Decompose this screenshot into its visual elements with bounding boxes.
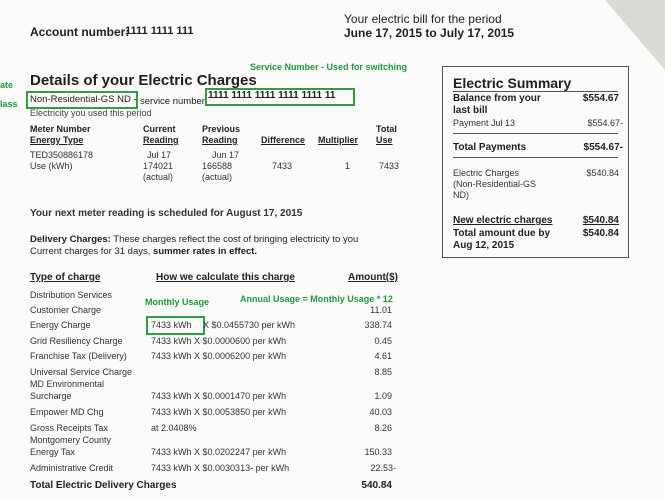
charge-type: Gross Receipts Tax bbox=[30, 423, 108, 433]
charge-amount: 4.61 bbox=[374, 351, 392, 361]
ec-label-3: ND) bbox=[453, 190, 469, 200]
charge-calc: 7433 kWh X $0.0202247 per kWh bbox=[151, 447, 287, 457]
charge-type: Customer Charge bbox=[30, 305, 102, 315]
electric-summary-box bbox=[442, 66, 629, 258]
account-number: 1111 1111 111 bbox=[125, 25, 194, 37]
charge-calc: at 2.0408% bbox=[151, 423, 197, 433]
summary-title-rule bbox=[453, 91, 618, 92]
summary-title: Electric Summary bbox=[453, 75, 572, 91]
meter-id: TED350886178 bbox=[30, 150, 94, 160]
multiplier-header: Multiplier bbox=[318, 135, 358, 145]
balance-label-1: Balance from your bbox=[453, 93, 541, 104]
bill-period: June 17, 2015 to July 17, 2015 bbox=[344, 26, 515, 40]
service-number: 1111 1111 1111 1111 1111 11 bbox=[208, 90, 336, 101]
service-number-label: service number bbox=[140, 96, 205, 107]
total-payments-amount: $554.67- bbox=[583, 142, 623, 153]
previous-note: (actual) bbox=[202, 172, 233, 182]
charge-type: Universal Service Charge bbox=[30, 367, 133, 377]
delivery-line-1 bbox=[30, 234, 358, 245]
usage-note: Electricity you used this period bbox=[30, 108, 152, 118]
new-charges-label: New electric charges bbox=[453, 215, 553, 226]
delivery-rates: summer rates in effect. bbox=[153, 246, 258, 257]
charge-calc: X $0.0455730 per kWh bbox=[203, 320, 296, 330]
ec-label-2: (Non-Residential-GS bbox=[453, 179, 537, 189]
payments-rule bbox=[453, 133, 618, 134]
delivery-text: These charges reflect the cost of bringing electricity to you bbox=[113, 234, 359, 245]
charge-type: Grid Resiliency Charge bbox=[30, 336, 123, 346]
total-due-label-2: Aug 12, 2015 bbox=[453, 240, 515, 251]
payment-label: Payment Jul 13 bbox=[453, 118, 516, 128]
service-number-annotation: Service Number - Used for switching bbox=[250, 62, 408, 72]
charge-type: Surcharge bbox=[30, 391, 72, 401]
amount-header: Amount($) bbox=[348, 272, 398, 283]
energy-type-header: Energy Type bbox=[30, 135, 84, 145]
total-payments-label: Total Payments bbox=[453, 142, 527, 153]
charge-amount: 11.01 bbox=[370, 305, 392, 315]
charge-type: Energy Tax bbox=[30, 447, 75, 457]
details-title: Details of your Electric Charges bbox=[30, 72, 257, 89]
rate-class: Non-Residential-GS ND - bbox=[30, 94, 137, 105]
ec-label-1: Electric Charges bbox=[453, 168, 520, 178]
balance-amount: $554.67 bbox=[582, 93, 619, 104]
total-use-value: 7433 bbox=[379, 161, 400, 171]
charge-amount: 338.74 bbox=[364, 320, 392, 330]
total-due-label-1: Total amount due by bbox=[453, 228, 551, 239]
charge-calc: 7433 kWh X $0.0000600 per kWh bbox=[151, 336, 287, 346]
previous-value: 166588 bbox=[202, 161, 233, 171]
charge-type: MD Environmental bbox=[30, 379, 105, 389]
charge-amount: 150.33 bbox=[364, 447, 392, 457]
total-delivery-label: Total Electric Delivery Charges bbox=[30, 480, 177, 491]
charge-amount: 22.53- bbox=[370, 463, 396, 473]
delivery-line-2 bbox=[30, 246, 257, 257]
monthly-usage-annotation: Monthly Usage bbox=[145, 297, 210, 307]
charge-amount: 8.85 bbox=[374, 367, 392, 377]
next-reading: Your next meter reading is scheduled for August 17, 2015 bbox=[30, 208, 303, 219]
charge-amount: 0.45 bbox=[374, 336, 392, 346]
meter-number-header: Meter Number bbox=[30, 124, 91, 134]
charge-amount: 40.03 bbox=[369, 407, 392, 417]
annual-usage-annotation: Annual Usage = Monthly Usage * 12 bbox=[240, 294, 393, 304]
total-delivery-amount: 540.84 bbox=[361, 480, 392, 491]
difference-header: Difference bbox=[261, 135, 306, 145]
previous-date: Jun 17 bbox=[212, 150, 240, 160]
current-value: 174021 bbox=[143, 161, 174, 171]
current-note: (actual) bbox=[143, 172, 174, 182]
total-header: Total bbox=[376, 124, 397, 134]
page-corner bbox=[605, 0, 665, 70]
charge-type: Empower MD Chg bbox=[30, 407, 104, 417]
previous-header: Previous bbox=[202, 124, 241, 134]
delivery-text2: Current charges for 31 days, bbox=[30, 246, 151, 257]
current-date: Jul 17 bbox=[147, 150, 172, 160]
balance-label-2: last bill bbox=[453, 105, 488, 116]
charge-amount: 1.09 bbox=[374, 391, 392, 401]
charge-calc: 7433 kWh X $0.0006200 per kWh bbox=[151, 351, 287, 361]
total-payments-rule bbox=[453, 157, 618, 158]
new-charges-amount: $540.84 bbox=[582, 215, 619, 226]
total-sub-header: Use bbox=[376, 135, 393, 145]
current-sub-header: Reading bbox=[143, 135, 179, 145]
charge-type: Energy Charge bbox=[30, 320, 91, 330]
charge-type: Montgomery County bbox=[30, 435, 112, 445]
multiplier-value: 1 bbox=[345, 161, 351, 171]
current-header: Current bbox=[143, 124, 176, 134]
bill-period-label: Your electric bill for the period bbox=[344, 12, 502, 26]
total-due-amount: $540.84 bbox=[582, 228, 619, 239]
ec-amount: $540.84 bbox=[586, 168, 619, 178]
how-header: How we calculate this charge bbox=[156, 272, 295, 283]
charge-type: Franchise Tax (Delivery) bbox=[30, 351, 127, 361]
charge-calc: 7433 kWh X $0.0030313- per kWh bbox=[151, 463, 290, 473]
delivery-label: Delivery Charges: bbox=[30, 234, 111, 245]
margin-label-1: ate bbox=[0, 80, 14, 90]
charge-type: Distribution Services bbox=[30, 290, 113, 300]
charge-calc: 7433 kWh X $0.0001470 per kWh bbox=[151, 391, 287, 401]
margin-label-2: lass bbox=[0, 99, 18, 109]
charge-type: Administrative Credit bbox=[30, 463, 114, 473]
charge-amount: 8.26 bbox=[374, 423, 392, 433]
charge-calc: 7433 kWh X $0.0053850 per kWh bbox=[151, 407, 287, 417]
meter-energy-type: Use (kWh) bbox=[30, 161, 73, 171]
difference-value: 7433 bbox=[272, 161, 293, 171]
type-header: Type of charge bbox=[30, 272, 101, 283]
payment-amount: $554.67- bbox=[587, 118, 623, 128]
charge-usage: 7433 kWh bbox=[151, 320, 192, 330]
previous-sub-header: Reading bbox=[202, 135, 238, 145]
account-label: Account number: bbox=[30, 25, 130, 39]
